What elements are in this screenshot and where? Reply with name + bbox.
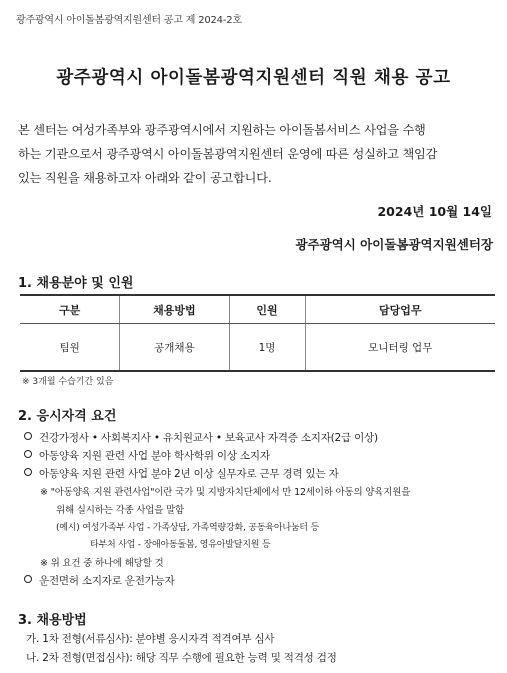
notice-number: 광주광역시 아이돌봄광역지원센터 공고 제 2024-2호 <box>16 15 242 26</box>
eligibility-note: ※ 위 요건 중 하나에 해당할 것 <box>40 558 164 569</box>
page-title: 광주광역시 아이돌봄광역지원센터 직원 채용 공고 <box>56 68 451 88</box>
table-header-row <box>20 295 495 324</box>
table-cell: 1명 <box>229 324 305 372</box>
example-line: (예시) 여성가족부 사업 - 가족상담, 가족역량강화, 공동육아나눔터 등 <box>56 523 319 533</box>
circle-bullet-icon <box>24 432 32 440</box>
recruitment-table <box>20 294 495 372</box>
section-heading-positions: 1. 채용분야 및 인원 <box>18 276 134 291</box>
qualification-text: 운전면허 소지자로 운전가능자 <box>39 575 175 587</box>
qualification-item <box>24 573 175 588</box>
table-row <box>20 324 495 372</box>
notice-date: 2024년 10월 14일 <box>377 204 492 219</box>
circle-bullet-icon <box>24 468 32 476</box>
qualification-item <box>24 466 339 481</box>
screening-step: 나. 2차 전형(면접심사): 해당 직무 수행에 필요한 능력 및 적격성 검정 <box>26 652 337 664</box>
intro-line: 하는 기관으로서 광주광역시 아이돌봄광역지원센터 운영에 따른 성실하고 책임감 <box>18 147 438 161</box>
table-cell: 팀원 <box>20 324 120 372</box>
section-heading-method: 3. 채용방법 <box>18 613 87 628</box>
intro-paragraph <box>18 118 496 190</box>
circle-bullet-icon <box>24 575 32 583</box>
column-header: 구분 <box>20 295 120 324</box>
screening-step: 가. 1차 전형(서류심사): 분야별 응시자격 적격여부 심사 <box>26 633 275 645</box>
qualification-item <box>24 430 378 445</box>
related-business-note: ※ "아동양육 지원 관련사업"이란 국가 및 지방자치단체에서 만 12세이하 아동의 양육지원을 <box>40 487 411 498</box>
table-cell: 공개채용 <box>120 324 229 372</box>
section-heading-qualifications: 2. 응시자격 요건 <box>18 409 117 424</box>
intro-line: 있는 직원을 채용하고자 아래와 같이 공고합니다. <box>18 171 272 185</box>
example-line: 타부처 사업 - 장애아동돌봄, 영유아발달지원 등 <box>90 540 271 550</box>
column-header: 채용방법 <box>120 295 229 324</box>
qualification-item <box>24 448 270 463</box>
probation-note: ※ 3개월 수습기간 있음 <box>22 377 114 387</box>
qualification-text: 건강가정사 • 사회복지사 • 유치원교사 • 보육교사 자격증 소지자(2급 이상) <box>39 432 378 444</box>
related-business-note-cont: 위해 실시하는 각종 사업을 말함 <box>56 505 184 516</box>
intro-line: 본 센터는 여성가족부와 광주광역시에서 지원하는 아이돌봄서비스 사업을 수행 <box>18 123 426 137</box>
column-header: 담당업무 <box>305 295 495 324</box>
qualification-text: 아동양육 지원 관련 사업 분야 2년 이상 실무자로 근무 경력 있는 자 <box>39 468 339 480</box>
notice-signer: 광주광역시 아이돌봄광역지원센터장 <box>295 237 493 252</box>
column-header: 인원 <box>229 295 305 324</box>
circle-bullet-icon <box>24 450 32 458</box>
table-cell: 모니터링 업무 <box>368 341 433 354</box>
qualification-text: 아동양육 지원 관련 사업 분야 학사학위 이상 소지자 <box>39 450 270 462</box>
